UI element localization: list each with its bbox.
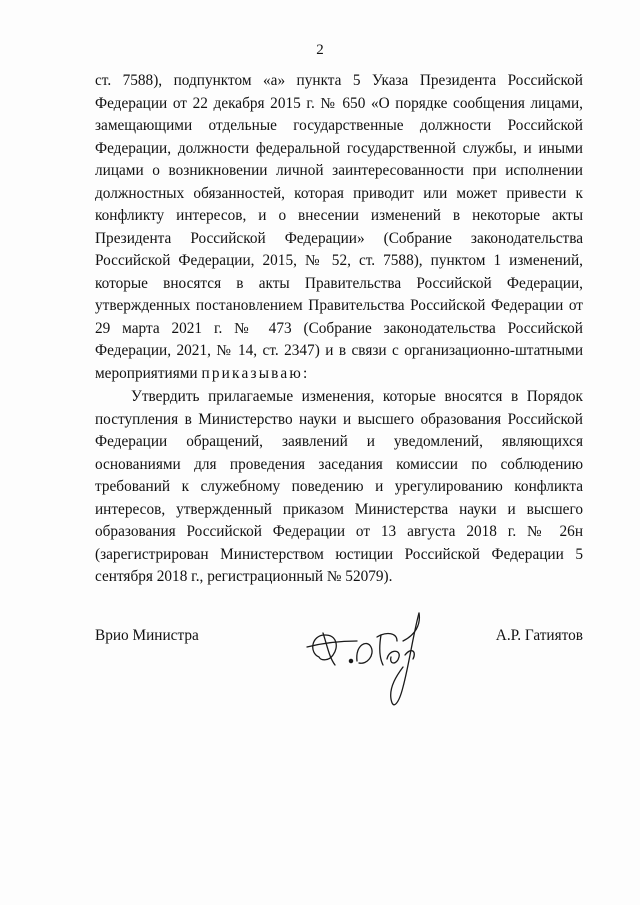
- handwritten-signature: [305, 595, 435, 720]
- document-body: [95, 70, 583, 589]
- paragraph-order: Утвердить прилагаемые изменения, которые вносятся в Порядок поступления в Министерство науки и высшего образования Российской Федерации обращений, заявлений и уведомлений, являющихся основаниями для проведения заседания комиссии по соблюдению требований к служебному поведению и урегулированию конфликта интересов, утвержденный приказом Министерства науки и высшего образования Российской Федерации от 13 августа 2018 г. № 26н (зарегистрирован Министерством юстиции Российской Федерации 5 сентября 2018 г., регистрационный № 52079).: [95, 388, 583, 585]
- order-colon: :: [303, 364, 308, 382]
- signature-block: [95, 627, 583, 717]
- signatory-name: А.Р. Гатиятов: [495, 627, 583, 644]
- paragraph-preamble: [95, 70, 583, 385]
- signatory-position: Врио Министра: [95, 627, 199, 644]
- preamble-text: ст. 7588), подпунктом «а» пункта 5 Указа Президента Российской Федерации от 22 декабря 2015 г. № 650 «О порядке сообщения лицами, замещающими отдельные государственные должности Российской Федерации, должности федеральной государственной службы, и иными лицами о возникновении личной заинтересованности при исполнении должностных обязанностей, которая приводит или может привести к конфликту интересов, и о внесении изменений в некоторые акты Президента Российской Федерации» (Собрание законодательства Российской Федерации, 2015, № 52, ст. 7588), пунктом 1 изменений, которые вносятся в акты Правительства Российской Федерации, утвержденных постановлением Правительства Российской Федерации от 29 марта 2021 г. № 473 (Собрание законодательства Российской Федерации, 2021, № 14, ст. 2347) и в связи с организационно-штатными мероприятиями: [95, 72, 583, 382]
- page-number: 2: [316, 42, 324, 58]
- order-word: приказываю: [201, 364, 304, 382]
